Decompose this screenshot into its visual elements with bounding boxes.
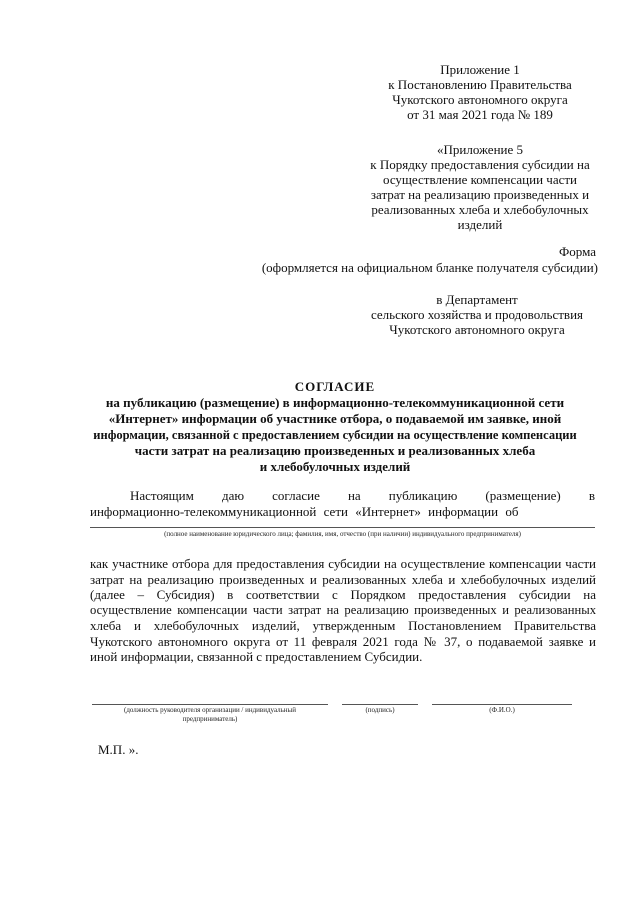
title-line: и хлебобулочных изделий bbox=[259, 459, 411, 474]
document-title bbox=[60, 379, 610, 475]
appendix-5-title: «Приложение 5 bbox=[436, 142, 524, 157]
appendix-5-line: к Порядку предоставления субсидии на bbox=[370, 157, 590, 172]
sign-caption: (подпись) bbox=[365, 706, 395, 714]
body-line: Чукотского автономного округа от 11 февраля 2021 года № 37, о подаваемой заявке и bbox=[90, 633, 596, 649]
name-underline bbox=[90, 527, 595, 528]
body-line: (далее – Субсидия) в соответствии с Порядком предоставления субсидии на bbox=[90, 587, 596, 602]
sign-signature-line bbox=[342, 704, 418, 705]
name-caption: (полное наименование юридического лица; фамилия, имя, отчество (при наличии) индивидуального предпринимателя) bbox=[164, 530, 521, 538]
consent-body bbox=[90, 556, 596, 665]
position-caption-line: предприниматель) bbox=[182, 715, 238, 723]
title-heading: СОГЛАСИЕ bbox=[294, 379, 376, 394]
position-caption bbox=[92, 706, 328, 724]
appendix-1-ref: к Постановлению Правительства bbox=[388, 77, 572, 92]
consent-line-1: Настоящим даю согласие на публикацию (размещение) в bbox=[130, 488, 595, 503]
position-signature-line bbox=[92, 704, 328, 705]
form-note: (оформляется на официальном бланке получателя субсидии) bbox=[261, 260, 598, 275]
fio-caption: (Ф.И.О.) bbox=[489, 706, 515, 714]
appendix-5-line: осуществление компенсации части bbox=[383, 172, 577, 187]
appendix-5-line: изделий bbox=[457, 217, 503, 232]
appendix-1-region: Чукотского автономного округа bbox=[392, 92, 568, 107]
appendix-5-line: реализованных хлеба и хлебобулочных bbox=[371, 202, 589, 217]
form-label: Форма bbox=[559, 244, 596, 259]
title-line: «Интернет» информации об участнике отбора, о подаваемой им заявке, иной bbox=[108, 411, 562, 426]
body-line: затрат на реализацию произведенных и реализованных хлеба и хлебобулочных изделий bbox=[90, 571, 596, 587]
body-line: осуществление компенсации части затрат на реализацию произведенных и реализованных bbox=[90, 602, 596, 617]
addressee-line: в Департамент bbox=[436, 292, 518, 307]
addressee-line: Чукотского автономного округа bbox=[389, 322, 565, 337]
stamp-place: М.П. ». bbox=[98, 742, 139, 757]
position-caption-line: (должность руководителя организации / индивидуальный bbox=[124, 706, 296, 714]
appendix-5-block bbox=[350, 142, 610, 232]
title-line: части затрат на реализацию произведенных и реализованных хлеба bbox=[134, 443, 536, 458]
fio-signature-line bbox=[432, 704, 572, 705]
addressee-block bbox=[352, 292, 602, 337]
body-line: хлеба и хлебобулочных изделий, утвержденным Постановлением Правительства bbox=[90, 618, 596, 633]
appendix-1-date: от 31 мая 2021 года № 189 bbox=[407, 107, 553, 122]
title-line: на публикацию (размещение) в информационно-телекоммуникационной сети bbox=[105, 395, 565, 410]
addressee-line: сельского хозяйства и продовольствия bbox=[370, 307, 584, 322]
appendix-1-title: Приложение 1 bbox=[440, 62, 520, 77]
title-line: информации, связанной с предоставлением субсидии на осуществление компенсации bbox=[93, 428, 577, 442]
body-line: как участнике отбора для предоставления субсидии на осуществление компенсации части bbox=[90, 556, 596, 571]
appendix-5-line: затрат на реализацию произведенных и bbox=[370, 187, 590, 202]
consent-line-2: информационно-телекоммуникационной сети «Интернет» информации об bbox=[90, 504, 519, 519]
appendix-1-block bbox=[350, 62, 610, 122]
body-line: иной информации, связанной с предоставлением Субсидии. bbox=[90, 649, 423, 664]
